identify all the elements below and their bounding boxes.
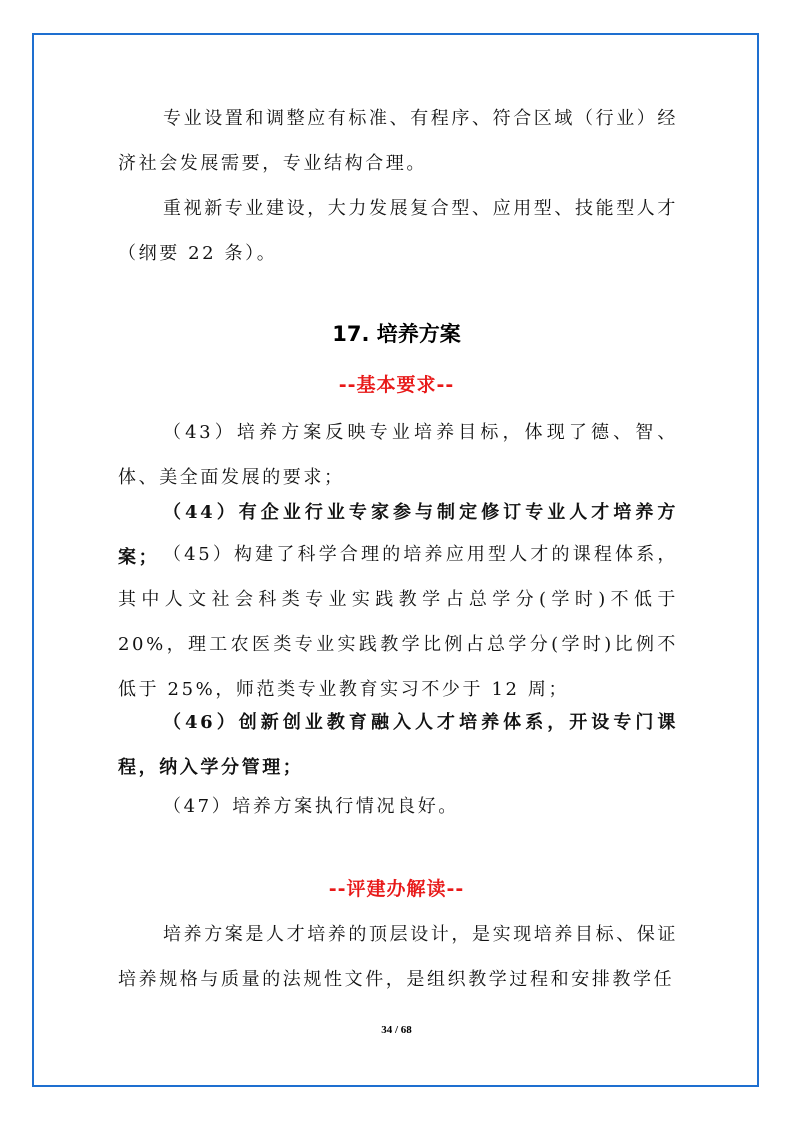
requirement-43: （43）培养方案反映专业培养目标，体现了德、智、体、美全面发展的要求； bbox=[118, 422, 678, 488]
section-title: 17. 培养方案 bbox=[332, 322, 461, 346]
requirement-44: （44）有企业行业专家参与制定修订专业人才培养方案； bbox=[118, 502, 678, 568]
paragraph-new-specialty: 重视新专业建设，大力发展复合型、应用型、技能型人才（纲要 22 条）。 bbox=[118, 198, 678, 264]
paragraph-specialty-setting: 专业设置和调整应有标准、有程序、符合区域（行业）经济社会发展需要，专业结构合理。 bbox=[118, 108, 678, 174]
subheading-basic-requirements: --基本要求-- bbox=[338, 374, 455, 396]
requirement-45: （45）构建了科学合理的培养应用型人才的课程体系，其中人文社会科类专业实践教学占总学分(学时)不低于 20%，理工农医类专业实践教学比例占总学分(学时)比例不低于 25%，师范类专业教育实习不少于 12 周； bbox=[118, 544, 678, 700]
requirement-46: （46）创新创业教育融入人才培养体系，开设专门课程，纳入学分管理； bbox=[118, 712, 678, 778]
page-number: 34 / 68 bbox=[381, 1024, 412, 1036]
interpretation-paragraph: 培养方案是人才培养的顶层设计，是实现培养目标、保证培养规格与质量的法规性文件，是组织教学过程和安排教学任 bbox=[118, 924, 678, 990]
subheading-interpretation: --评建办解读-- bbox=[328, 878, 465, 900]
requirement-47: （47）培养方案执行情况良好。 bbox=[163, 796, 459, 817]
